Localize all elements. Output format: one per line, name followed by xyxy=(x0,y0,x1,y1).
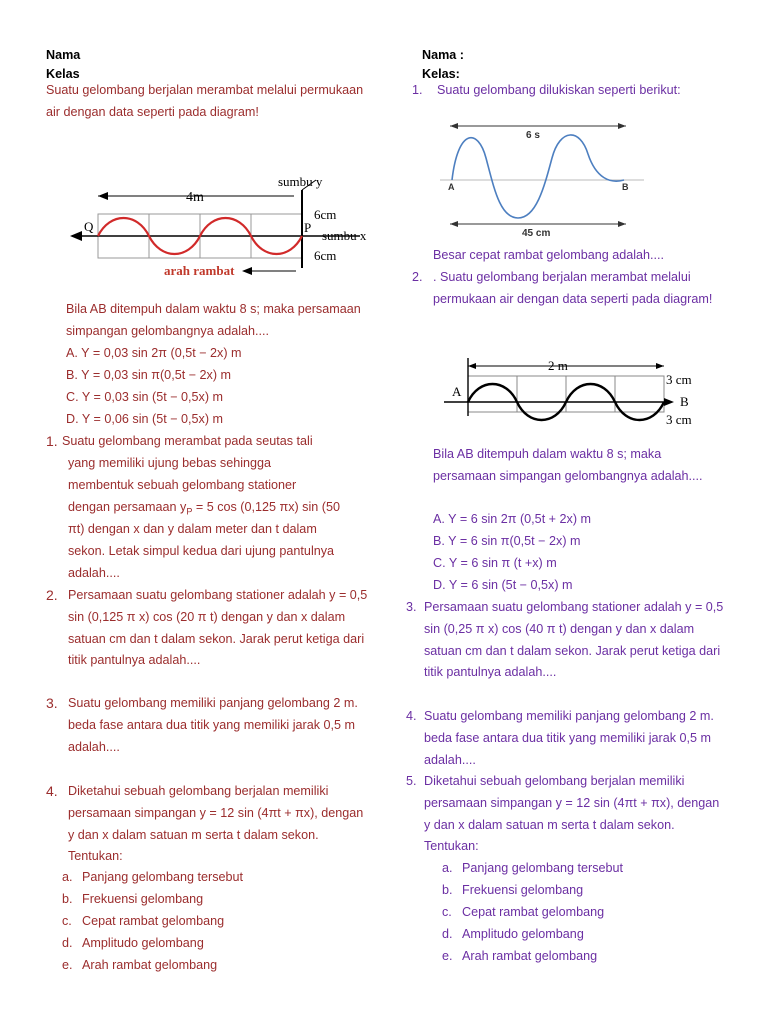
right-q5-number: 5. xyxy=(406,774,417,788)
length-arrow-left xyxy=(468,363,476,369)
length-label: 4m xyxy=(186,190,204,205)
left-q3-number: 3. xyxy=(46,695,58,711)
left-q1-line2: yang memiliki ujung bebas sehingga xyxy=(68,456,272,470)
right-wave-diagram-1 xyxy=(440,118,650,240)
right-q1-text: Suatu gelombang dilukiskan seperti berikut: xyxy=(437,83,681,97)
right-q2-text: . Suatu gelombang berjalan merambat melalui permukaan air dengan data seperti pada diagram! xyxy=(433,270,713,306)
right-q1-question: Besar cepat rambat gelombang adalah.... xyxy=(433,248,665,262)
length-arrow-head xyxy=(98,192,108,200)
left-wave-diagram xyxy=(64,172,384,284)
left-q4-sub-c: c. Cepat rambat gelombang xyxy=(62,914,225,928)
right-q2-stem: Bila AB ditempuh dalam waktu 8 s; maka persamaan simpangan gelombangnya adalah.... xyxy=(433,447,703,483)
right-wave-diagram-2 xyxy=(444,354,704,430)
left-intro-text: Suatu gelombang berjalan merambat melalui permukaan air dengan data seperti pada diagram! xyxy=(46,83,364,119)
point-a-label: A xyxy=(448,182,455,192)
left-q4-sub-a: a. Panjang gelombang tersebut xyxy=(62,870,244,884)
x-axis-arrow xyxy=(664,398,674,406)
p-label: P xyxy=(304,220,312,235)
length-label: 2 m xyxy=(548,358,568,373)
left-q4-sub-b: b. Frekuensi gelombang xyxy=(62,892,204,906)
left-q1-line4-b: = 5 cos (0,125 πx) sin (50 xyxy=(192,500,340,514)
time-arrow-left xyxy=(450,123,458,129)
right-q3-number: 3. xyxy=(406,600,417,614)
left-q0-option-d: D. Y = 0,06 sin (5t − 0,5x) m xyxy=(66,412,224,426)
right-nama-label: Nama : xyxy=(422,48,464,62)
right-q5-sub-a: a. Panjang gelombang tersebut xyxy=(442,861,624,875)
left-q1-line4-a: dengan persamaan y xyxy=(68,500,187,514)
amp-bottom-label: 3 cm xyxy=(666,412,692,427)
length-arrow-left xyxy=(450,221,458,227)
point-b-label: B xyxy=(680,394,689,409)
right-q5-text: Diketahui sebuah gelombang berjalan memiliki persamaan simpangan y = 12 sin (4πt + πx), dengan y dan x dalam satuan m serta t dalam sekon. Tentukan: xyxy=(424,774,720,854)
time-label: 6 s xyxy=(526,130,540,141)
amp-top-label: 3 cm xyxy=(666,372,692,387)
right-q2-option-b: B. Y = 6 sin π(0,5t − 2x) m xyxy=(433,534,581,548)
left-q0-stem: Bila AB ditempuh dalam waktu 8 s; maka persamaan simpangan gelombangnya adalah.... xyxy=(66,302,361,338)
right-wave-curve-1 xyxy=(452,135,624,218)
left-q1-line4-sub: P xyxy=(186,506,193,517)
right-q2-option-d: D. Y = 6 sin (5t − 0,5x) m xyxy=(433,578,573,592)
right-q5-sub-b: b. Frekuensi gelombang xyxy=(442,883,584,897)
left-q0-option-b: B. Y = 0,03 sin π(0,5t − 2x) m xyxy=(66,368,232,382)
amp-bottom-label: 6cm xyxy=(314,248,337,263)
arah-rambat-label: arah rambat xyxy=(164,263,235,278)
left-q1-line7: adalah.... xyxy=(68,566,120,580)
arah-arrow-head xyxy=(242,267,252,275)
q-label: Q xyxy=(84,219,94,234)
left-q0-option-c: C. Y = 0,03 sin (5t − 0,5x) m xyxy=(66,390,224,404)
left-q2-number: 2. xyxy=(46,587,58,603)
right-q4-text: Suatu gelombang memiliki panjang gelombang 2 m. beda fase antara dua titik yang memiliki jarak 0,5 m adalah.... xyxy=(424,709,714,767)
right-kelas-label: Kelas: xyxy=(422,67,460,81)
left-q4-number: 4. xyxy=(46,783,58,799)
left-q3-text: Suatu gelombang memiliki panjang gelombang 2 m. beda fase antara dua titik yang memiliki jarak 0,5 m adalah.... xyxy=(68,696,358,754)
left-q1-line3: membentuk sebuah gelombang stationer xyxy=(68,478,297,492)
left-q1-line1: Suatu gelombang merambat pada seutas tali xyxy=(62,434,313,448)
point-b-label: B xyxy=(622,182,629,192)
grid-boxes xyxy=(468,376,664,412)
point-a-label: A xyxy=(452,384,462,399)
left-kelas-label: Kelas xyxy=(46,67,80,81)
x-axis-arrow xyxy=(70,231,82,241)
left-q4-text: Diketahui sebuah gelombang berjalan memiliki persamaan simpangan y = 12 sin (4πt + πx), dengan y dan x dalam satuan m serta t dalam sekon. Tentukan: xyxy=(68,784,364,864)
right-q2-number: 2. xyxy=(412,270,423,284)
length-label: 45 cm xyxy=(522,228,551,239)
right-q5-sub-d: d. Amplitudo gelombang xyxy=(442,927,584,941)
length-arrow-right xyxy=(618,221,626,227)
length-arrow-right xyxy=(656,363,664,369)
left-q4-sub-e: e. Arah rambat gelombang xyxy=(62,958,218,972)
left-q1-line6: sekon. Letak simpul kedua dari ujung pantulnya xyxy=(68,544,335,558)
left-nama-label: Nama xyxy=(46,48,81,62)
right-q1-number: 1. xyxy=(412,83,423,97)
left-q0-option-a: A. Y = 0,03 sin 2π (0,5t − 2x) m xyxy=(66,346,242,360)
left-q1-number: 1. xyxy=(46,433,58,449)
sumbu-x-label: sumbu x xyxy=(322,228,367,243)
right-q2-option-a: A. Y = 6 sin 2π (0,5t + 2x) m xyxy=(433,512,592,526)
left-q1-line5: πt) dengan x dan y dalam meter dan t dalam xyxy=(68,522,317,536)
right-q4-number: 4. xyxy=(406,709,417,723)
amp-top-label: 6cm xyxy=(314,207,337,222)
left-q2-text: Persamaan suatu gelombang stationer adalah y = 0,5 sin (0,125 π x) cos (20 π t) dengan y dan x dalam satuan cm dan t dalam sekon. Jarak perut ketiga dari titik pantulnya adalah.... xyxy=(68,588,368,668)
right-q5-sub-e: e. Arah rambat gelombang xyxy=(442,949,598,963)
right-q5-sub-c: c. Cepat rambat gelombang xyxy=(442,905,605,919)
right-q3-text: Persamaan suatu gelombang stationer adalah y = 0,5 sin (0,25 π x) cos (40 π t) dengan y dan x dalam satuan cm dan t dalam sekon. Jarak perut ketiga dari titik pantulnya adalah.... xyxy=(424,600,724,680)
right-q2-option-c: C. Y = 6 sin π (t +x) m xyxy=(433,556,557,570)
sumbu-y-label: sumbu y xyxy=(278,174,323,189)
left-q4-sub-d: d. Amplitudo gelombang xyxy=(62,936,204,950)
time-arrow-right xyxy=(618,123,626,129)
